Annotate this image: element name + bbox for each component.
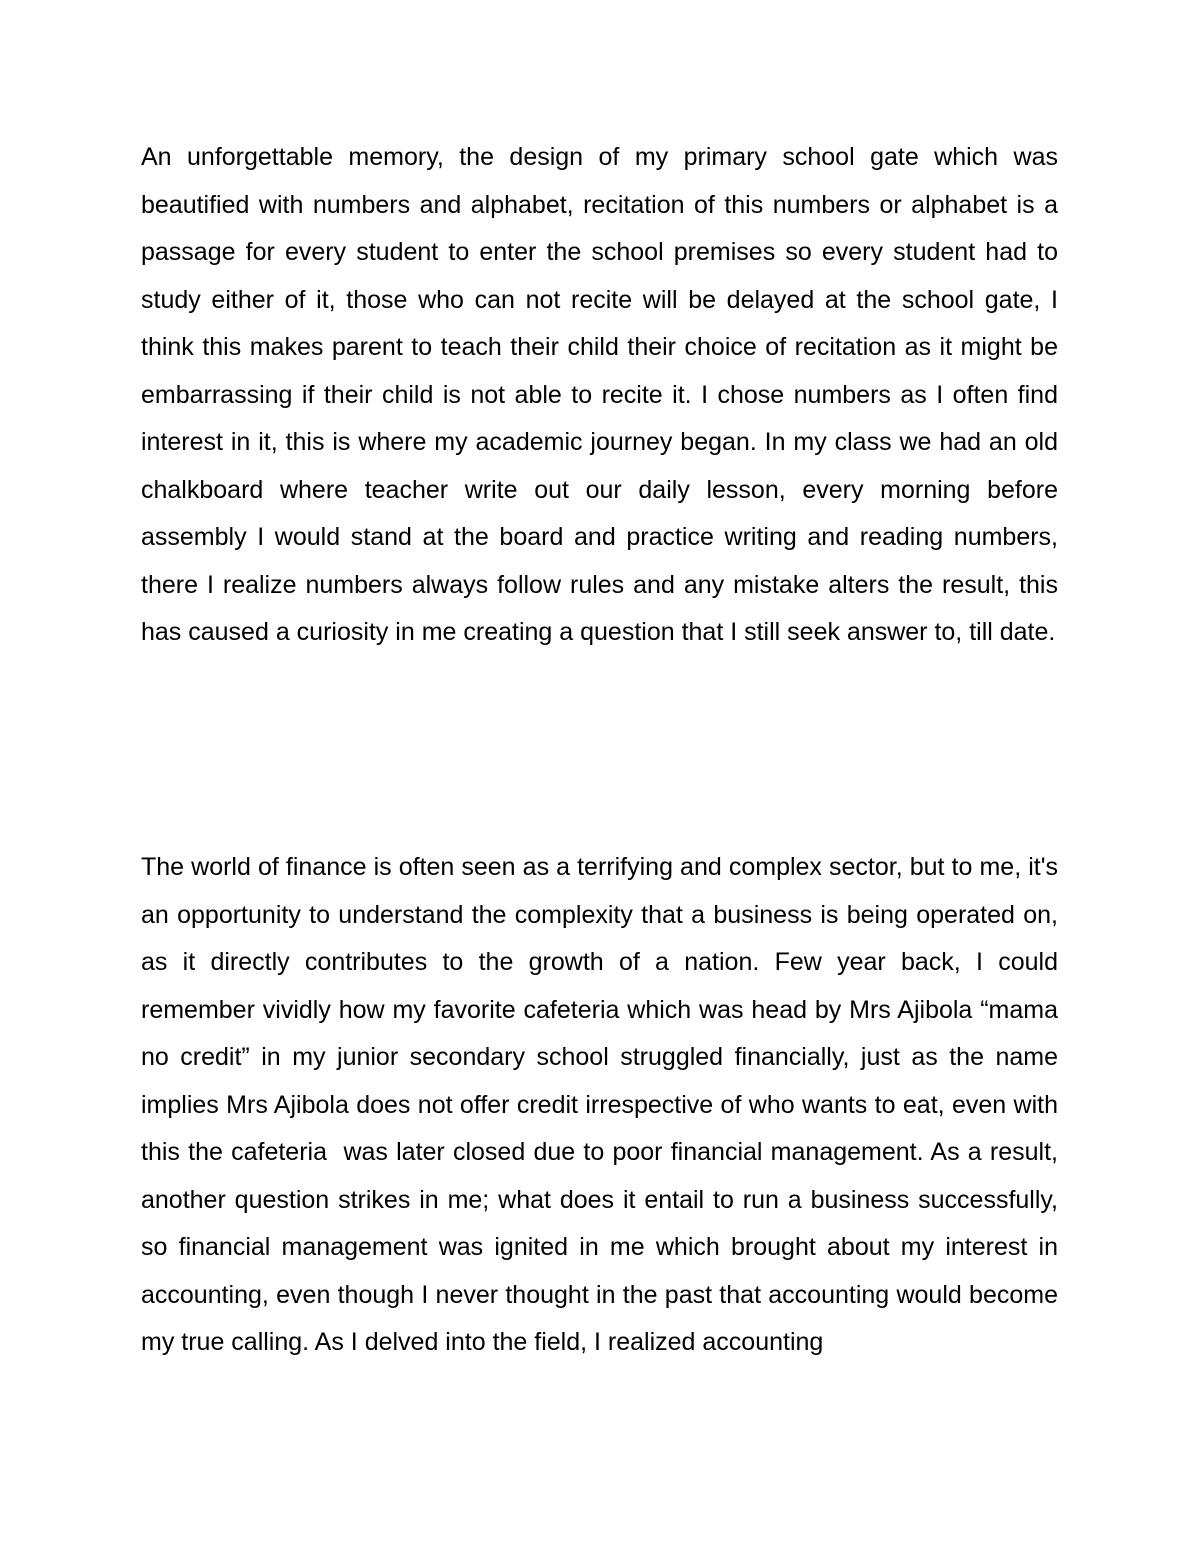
paragraph-finance-interest: The world of finance is often seen as a terrifying and complex sector, but to me, it's an opportunity to understand the complexity that a business is being operated on, as it directly contributes to the growth of a nation. Few year back, I could remember vividly how my favorite cafeteria which was head by Mrs Ajibola “mama no credit” in my junior secondary school struggled financially, just as the name implies Mrs Ajibola does not offer credit irrespective of who wants to eat, even with this the cafeteria was later closed due to poor financial management. As a result, another question strikes in me; what does it entail to run a business successfully, so financial management was ignited in me which brought about my interest in accounting, even though I never thought in the past that accounting would become my true calling. As I delved into the field, I realized accounting xyxy=(141,853,1072,1356)
paragraph-school-memory: An unforgettable memory, the design of my primary school gate which was beautified with numbers and alphabet, recitation of this numbers or alphabet is a passage for every student to enter the school premises so every student had to study either of it, those who can not recite will be delayed at the school gate, I think this makes parent to teach their child their choice of recitation as it might be embarrassing if their child is not able to recite it. I chose numbers as I often find interest in it, this is where my academic journey began. In my class we had an old chalkboard where teacher write out our daily lesson, every morning before assembly I would stand at the board and practice writing and reading numbers, there I realize numbers always follow rules and any mistake alters the result, this has caused a curiosity in me creating a question that I still seek answer to, till date. xyxy=(141,143,1065,646)
